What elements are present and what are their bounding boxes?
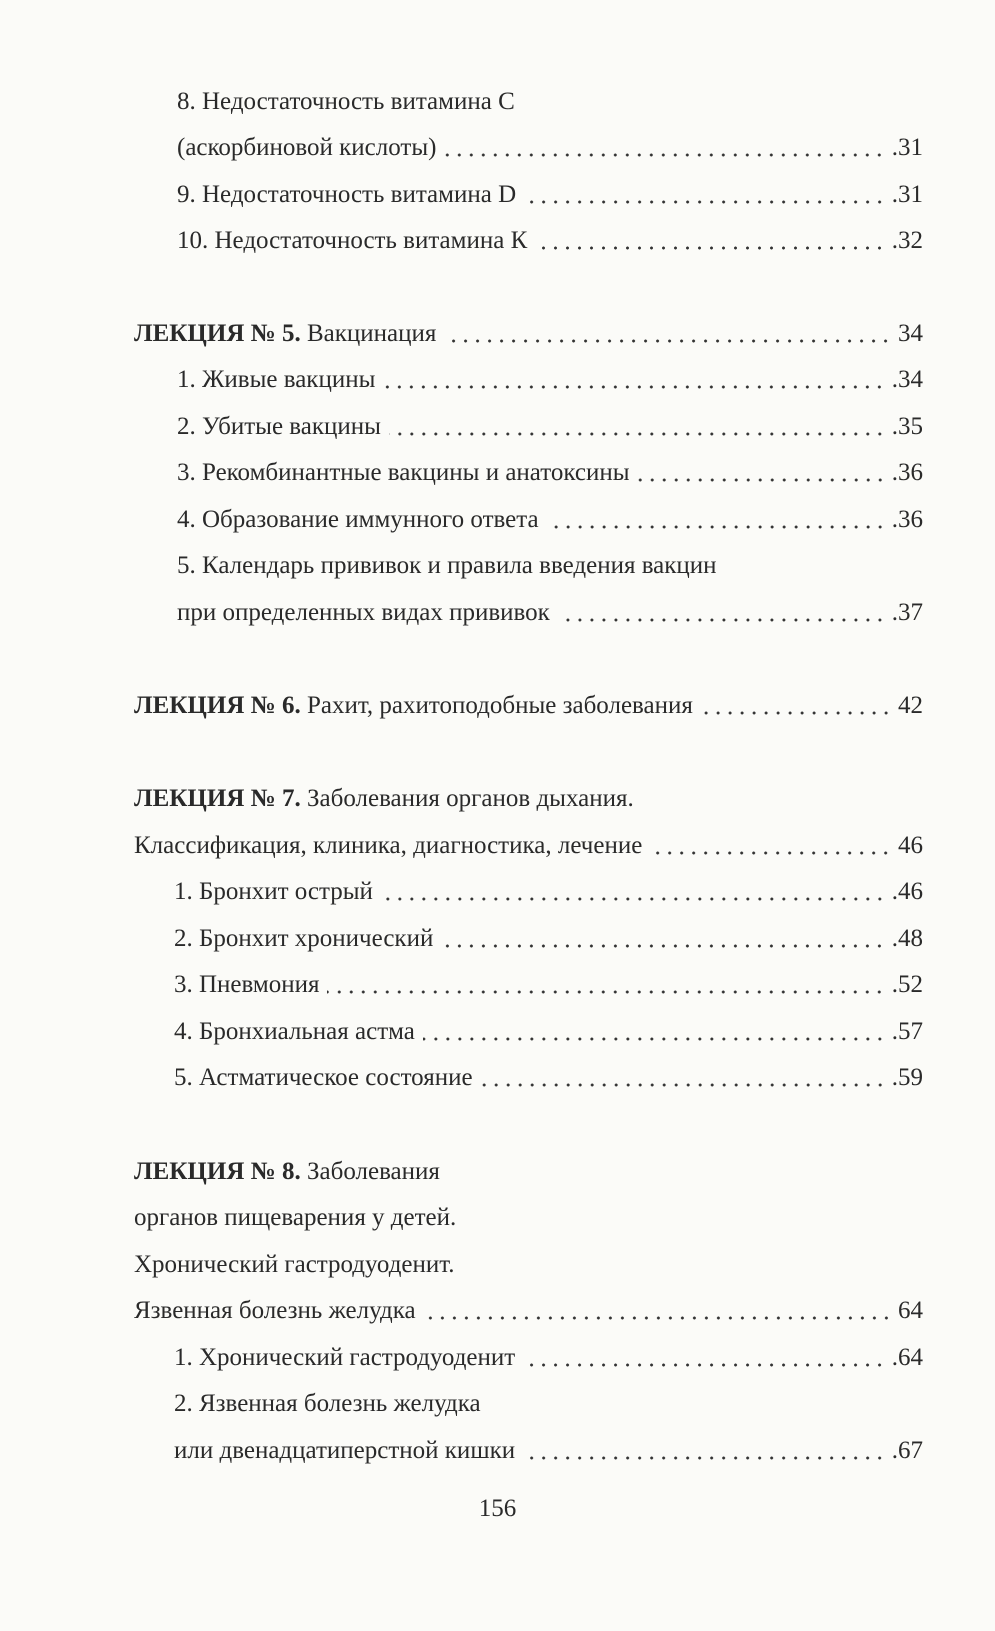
toc-entry-vaccination-types[interactable] — [177, 595, 923, 631]
lecture-number: ЛЕКЦИЯ № 7. — [134, 785, 301, 812]
dot-leader — [389, 432, 886, 436]
toc-lecture-heading — [134, 781, 634, 817]
toc-entry-label: 3. Рекомбинантные вакцины и анатоксины — [177, 459, 630, 486]
dot-leader — [701, 711, 892, 715]
toc-lecture-8-line-4[interactable] — [134, 1293, 923, 1329]
toc-entry-label: 5. Календарь прививок и правила введения вакцин — [177, 552, 717, 579]
toc-page-number: 42 — [898, 692, 923, 719]
dot-leader — [441, 944, 885, 948]
dot-leader — [523, 1456, 886, 1460]
toc-lecture-8-line-2[interactable] — [134, 1200, 456, 1236]
toc-entry-label: 1. Живые вакцины — [177, 366, 376, 393]
dot-leader — [558, 618, 886, 622]
toc-line — [0, 781, 995, 817]
toc-page-number: .67 — [891, 1437, 923, 1464]
toc-entry-pneumonia[interactable] — [174, 967, 923, 1003]
toc-line — [0, 967, 995, 1003]
toc-entry-label: 5. Астматическое состояние — [174, 1064, 473, 1091]
toc-entry-chronic-bronchitis[interactable] — [174, 921, 923, 957]
toc-line — [0, 1247, 995, 1283]
toc-page-number: .52 — [891, 971, 923, 998]
toc-line — [0, 502, 995, 538]
toc-lecture-7[interactable] — [134, 781, 634, 817]
toc-line — [0, 1293, 995, 1329]
toc-entry-duodenal-ulcer[interactable] — [174, 1433, 923, 1469]
toc-page-number: .48 — [891, 925, 923, 952]
lecture-title: Классификация, клиника, диагностика, лечение — [134, 832, 643, 859]
toc-entry-label: 3. Пневмония — [174, 971, 320, 998]
toc-line — [0, 84, 995, 120]
lecture-title: Хронический гастродуоденит. — [134, 1251, 455, 1278]
toc-line — [0, 1060, 995, 1096]
toc-page-number: .34 — [891, 366, 923, 393]
toc-entry-label: 8. Недостаточность витамина С — [177, 88, 515, 115]
toc-entry-label: 2. Бронхит хронический — [174, 925, 434, 952]
toc-line — [0, 874, 995, 910]
toc-entry-recombinant-vaccines[interactable] — [177, 455, 923, 491]
toc-line — [0, 1200, 995, 1236]
toc-lecture-heading — [134, 1154, 440, 1190]
toc-line — [0, 688, 995, 724]
toc-lecture-8[interactable] — [134, 1154, 440, 1190]
page-number: 156 — [478, 1495, 517, 1522]
dot-leader — [481, 1083, 886, 1087]
toc-line — [0, 595, 995, 631]
toc-entry-label: (аскорбиновой кислоты) — [177, 134, 437, 161]
toc-entry-label: 9. Недостаточность витамина D — [177, 181, 517, 208]
toc-line — [0, 455, 995, 491]
toc-page-number: .37 — [891, 599, 923, 626]
lecture-title: Рахит, рахитоподобные заболевания — [307, 692, 693, 719]
toc-page-number: .32 — [891, 227, 923, 254]
toc-page-number: .31 — [891, 134, 923, 161]
toc-entry-label: 1. Бронхит острый — [174, 878, 373, 905]
dot-leader — [424, 1316, 892, 1320]
toc-entry-vaccination-calendar[interactable] — [177, 548, 717, 584]
toc-line — [0, 1340, 995, 1376]
toc-entry-label: при определенных видах прививок — [177, 599, 550, 626]
dot-leader — [381, 897, 886, 901]
lecture-title: Заболевания — [307, 1158, 440, 1185]
dot-leader — [650, 851, 892, 855]
lecture-number: ЛЕКЦИЯ № 5. — [134, 320, 301, 347]
toc-line — [0, 828, 995, 864]
toc-page-number: .64 — [891, 1344, 923, 1371]
toc-entry-label: 10. Недостаточность витамина К — [177, 227, 528, 254]
toc-entry-label: 2. Убитые вакцины — [177, 413, 381, 440]
toc-entry-gastroduodenitis[interactable] — [174, 1340, 923, 1376]
toc-page-number: .35 — [891, 413, 923, 440]
toc-lecture-heading — [134, 688, 693, 724]
toc-entry-acute-bronchitis[interactable] — [174, 874, 923, 910]
toc-entry-killed-vaccines[interactable] — [177, 409, 923, 445]
toc-entry-label: 4. Образование иммунного ответа — [177, 506, 539, 533]
dot-leader — [327, 990, 885, 994]
toc-line — [0, 409, 995, 445]
toc-page-number: 34 — [898, 320, 923, 347]
toc-entry-vitamin-k[interactable] — [177, 223, 923, 259]
toc-entry-vitamin-c[interactable] — [177, 84, 515, 120]
toc-page-number: .46 — [891, 878, 923, 905]
toc-line — [0, 1014, 995, 1050]
lecture-number: ЛЕКЦИЯ № 6. — [134, 692, 301, 719]
dot-leader — [638, 478, 886, 482]
toc-line — [0, 1433, 995, 1469]
toc-page-number: .57 — [891, 1018, 923, 1045]
toc-page-number: .59 — [891, 1064, 923, 1091]
toc-entry-live-vaccines[interactable] — [177, 362, 923, 398]
lecture-title: Заболевания органов дыхания. — [307, 785, 634, 812]
lecture-title: органов пищеварения у детей. — [134, 1204, 457, 1231]
toc-entry-label: 2. Язвенная болезнь желудка — [174, 1390, 481, 1417]
toc-line — [0, 316, 995, 352]
toc-line — [0, 921, 995, 957]
toc-lecture-heading — [134, 316, 436, 352]
lecture-title: Язвенная болезнь желудка — [134, 1297, 416, 1324]
dot-leader — [423, 1037, 886, 1041]
lecture-title: Вакцинация — [307, 320, 437, 347]
lecture-number: ЛЕКЦИЯ № 8. — [134, 1158, 301, 1185]
toc-entry-label: или двенадцатиперстной кишки — [174, 1437, 516, 1464]
toc-page-number: 64 — [898, 1297, 923, 1324]
dot-leader — [524, 200, 886, 204]
toc-page-number: .36 — [891, 506, 923, 533]
toc-lecture-5[interactable] — [134, 316, 923, 352]
toc-page-number: .36 — [891, 459, 923, 486]
toc-page-number: 46 — [898, 832, 923, 859]
dot-leader — [444, 153, 885, 157]
toc-entry-asthma[interactable] — [174, 1014, 923, 1050]
toc-line — [0, 177, 995, 213]
dot-leader — [535, 246, 886, 250]
toc-line — [0, 1154, 995, 1190]
toc-entry-label: 1. Хронический гастродуоденит — [174, 1344, 516, 1371]
toc-line — [0, 130, 995, 166]
toc-entry-ulcer[interactable] — [174, 1386, 481, 1422]
toc-entry-label: 4. Бронхиальная астма — [174, 1018, 415, 1045]
toc-line — [0, 362, 995, 398]
dot-leader — [547, 525, 886, 529]
toc-line — [0, 548, 995, 584]
toc-lecture-7-continued[interactable] — [134, 828, 923, 864]
toc-line — [0, 223, 995, 259]
dot-leader — [523, 1363, 886, 1367]
toc-entry-ascorbic[interactable] — [177, 130, 923, 166]
toc-page-number: .31 — [891, 181, 923, 208]
dot-leader — [444, 339, 892, 343]
toc-entry-immune-response[interactable] — [177, 502, 923, 538]
toc-line — [0, 1386, 995, 1422]
toc-lecture-6[interactable] — [134, 688, 923, 724]
dot-leader — [383, 385, 885, 389]
toc-entry-status-asthmaticus[interactable] — [174, 1060, 923, 1096]
toc-entry-vitamin-d[interactable] — [177, 177, 923, 213]
toc-lecture-8-line-3[interactable] — [134, 1247, 455, 1283]
